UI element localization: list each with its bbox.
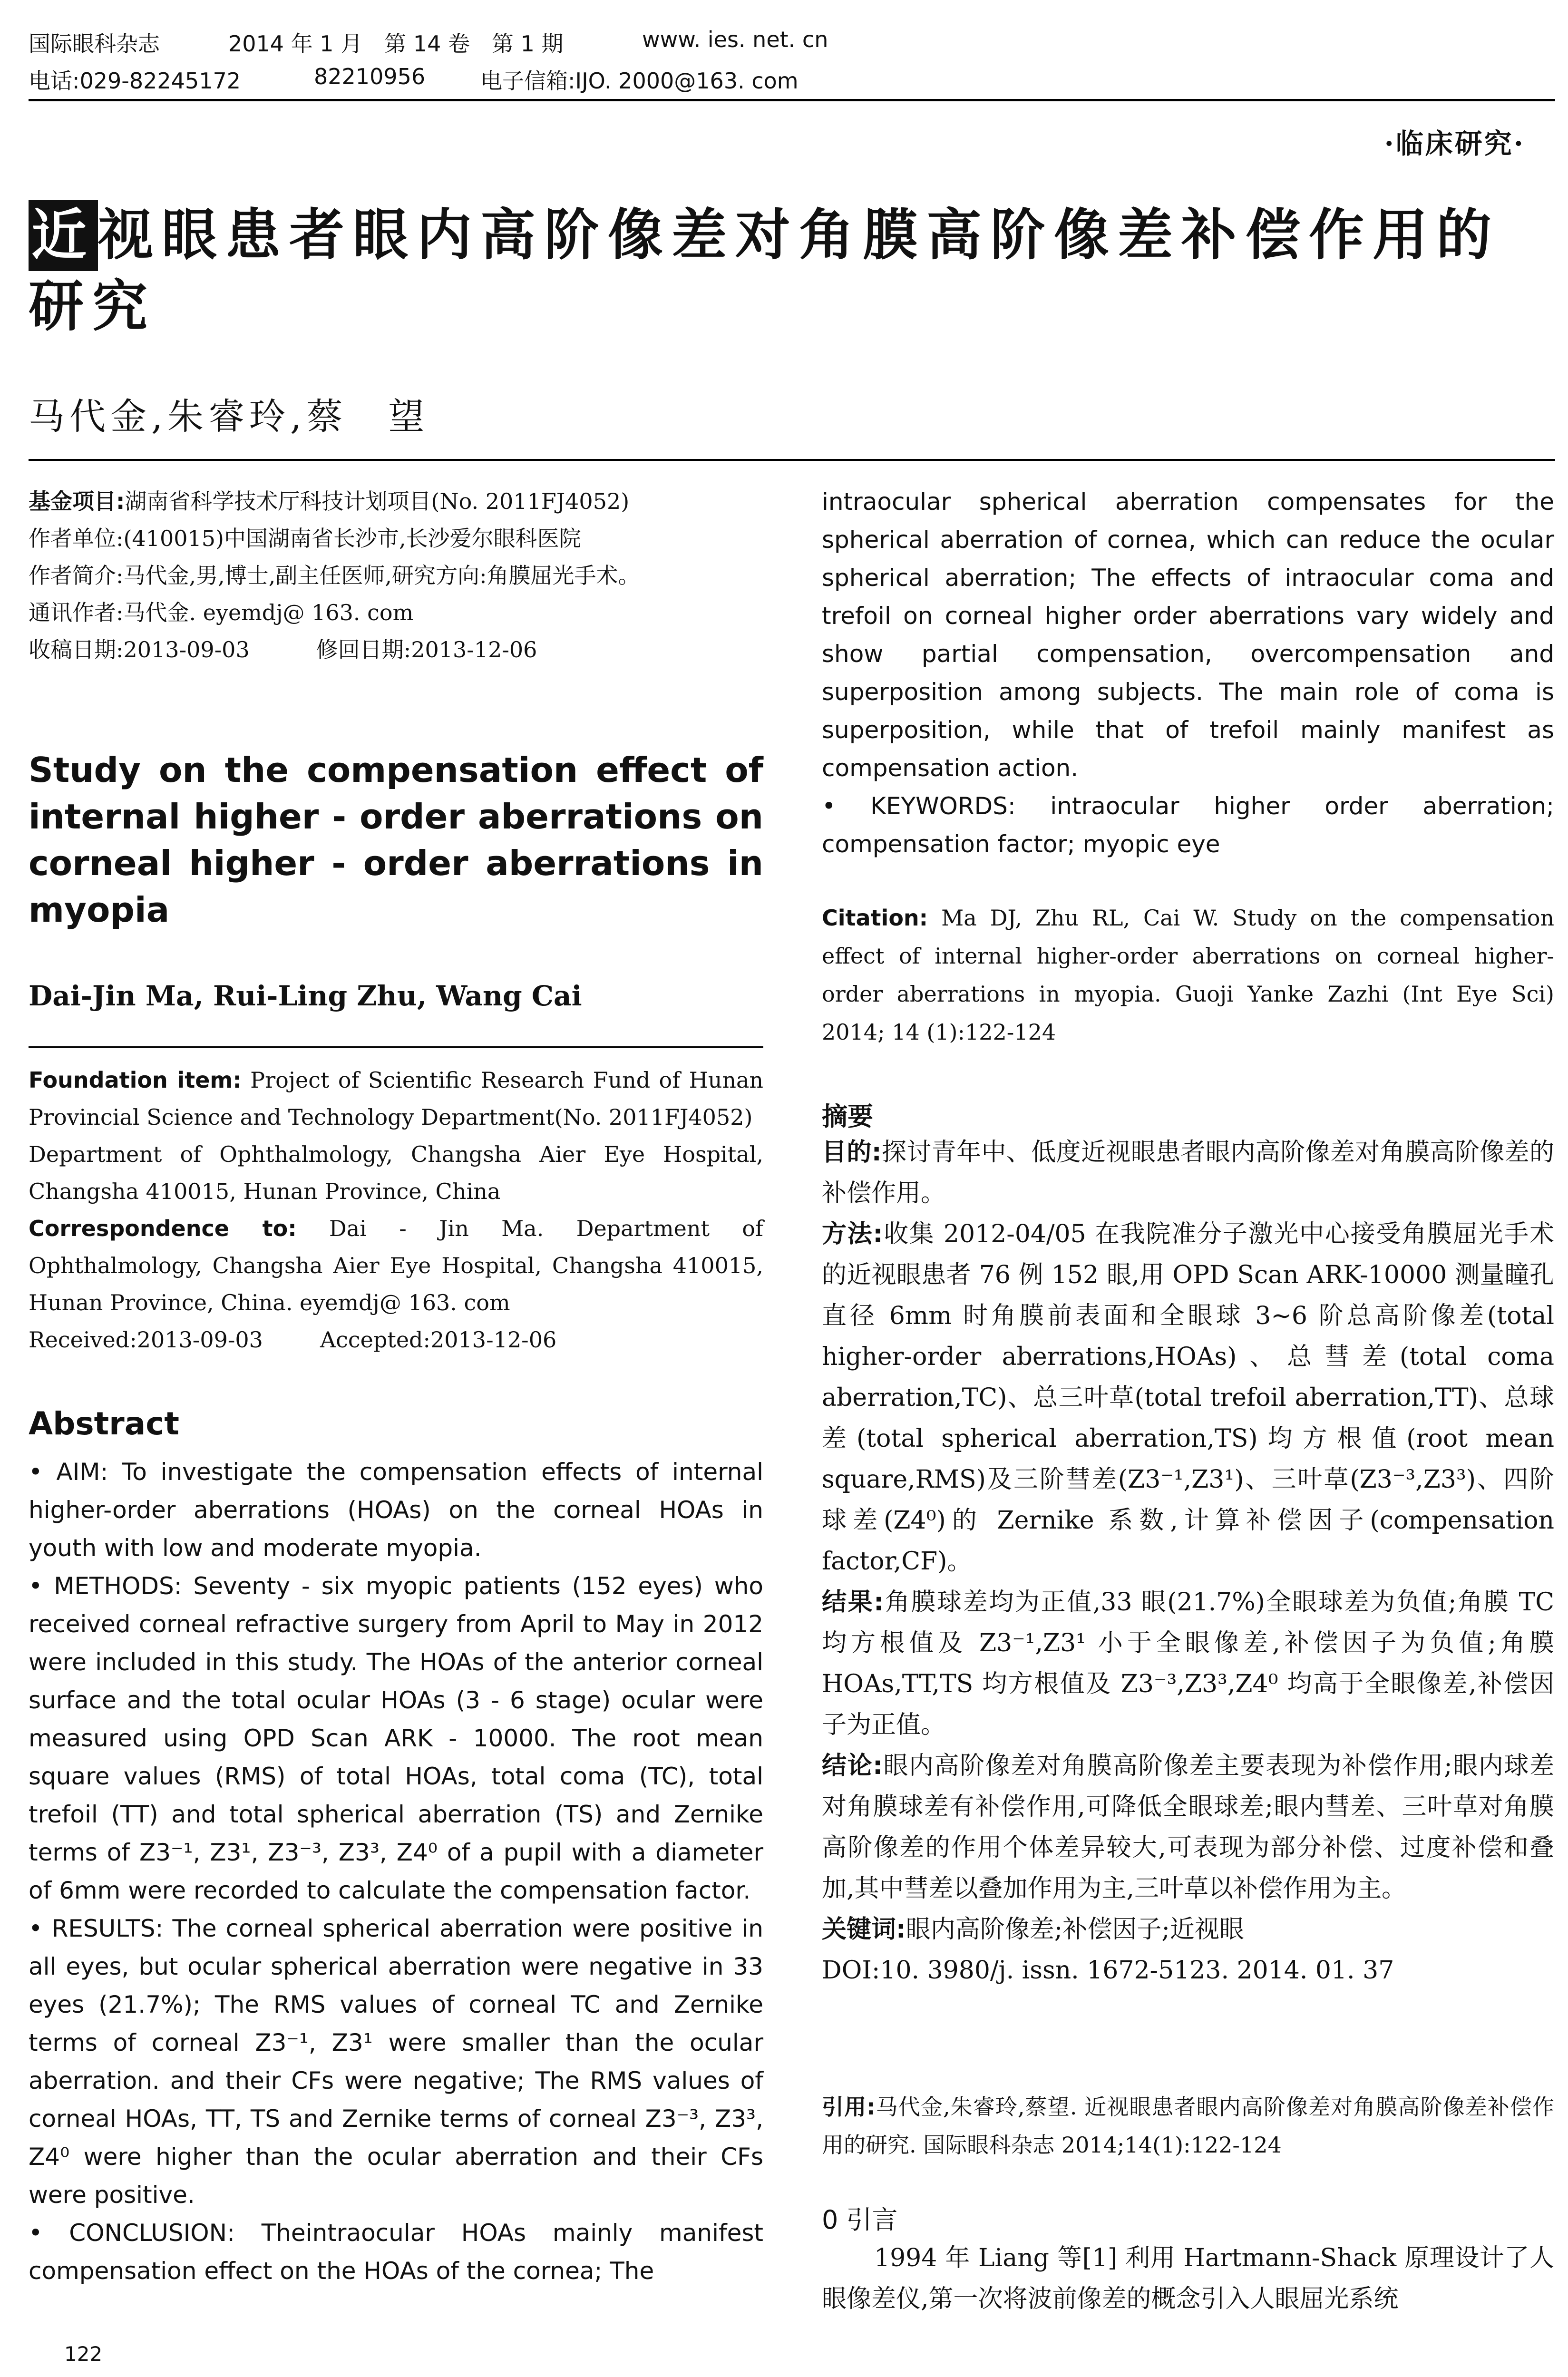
cn-methods-text: 收集 2012-04/05 在我院准分子激光中心接受角膜屈光手术的近视眼患者 76 例 152 眼,用 OPD Scan ARK-10000 测量瞳孔直径 6mm 时角膜前表面和全眼球 3~6 阶总高阶像差(total higher-order aberrations,HOAs)、总彗差(total coma aberration,TC)、总三叶草(total trefoil aberration,TT)、总球差(total spherical aberration,TS)均方根值(root mean square,RMS)及三阶彗差(Z3⁻¹,Z3¹)、三叶草(Z3⁻³,Z3³)、四阶球差(Z4⁰)的 Zernike 系数,计算补偿因子(compensation factor,CF)。 (822, 1220, 1554, 1576)
received-accepted (29, 1321, 763, 1358)
page-number: 122 (64, 2342, 103, 2366)
cn-results (822, 1582, 1554, 1745)
citation-en (822, 899, 1554, 1051)
abstract-aim: • AIM: To investigate the compensation effects of internal higher-order aberrations (HOAs) on the corneal HOAs in youth with low and moderate myopia. (29, 1458, 763, 1562)
citation-label: Citation: (822, 905, 928, 931)
cn-keywords (822, 1909, 1554, 1950)
section-label: ·临床研究· (1384, 127, 1525, 160)
cn-abstract-body (822, 1132, 1554, 1991)
authors-cn: 马代金,朱睿玲,蔡 望 (29, 395, 429, 438)
intro-body (822, 2238, 1554, 2319)
accepted-en: Accepted:2013-12-06 (320, 1327, 557, 1353)
cn-aim-label: 目的: (822, 1138, 882, 1167)
intro-heading: 0 引言 (822, 2205, 898, 2235)
cn-aim (822, 1132, 1554, 1214)
abstract-results: • RESULTS: The corneal spherical aberration were positive in all eyes, but ocular spherical aberration were negative in 33 eyes (21.7%); The RMS values of corneal TC and Zernike terms of corneal Z3⁻¹, Z3¹ were smaller than the ocular aberration. and their CFs were negative; The RMS values of corneal HOAs, TT, TS and Zernike terms of corneal Z3⁻³, Z3³, Z4⁰ were higher than the ocular aberration and their CFs were positive. (29, 1915, 763, 2209)
journal-website: www. ies. net. cn (642, 27, 828, 52)
running-header (29, 27, 1555, 98)
author-bio: 作者简介:马代金,男,博士,副主任医师,研究方向:角膜屈光手术。 (29, 563, 640, 588)
doi: DOI:10. 3980/j. issn. 1672-5123. 2014. 01. 37 (822, 1956, 1394, 1985)
cn-results-label: 结果: (822, 1588, 884, 1617)
received-date: 收稿日期:2013-09-03 (29, 637, 250, 662)
foundation-text: Project of Scientific Research Fund of Hunan Provincial Science and Technology Department(No. 2011FJ4052) (29, 1067, 764, 1130)
journal-phone: 电话:029-82245172 (29, 68, 241, 94)
issue-info: 2014 年 1 月 第 14 卷 第 1 期 (228, 31, 564, 57)
department: Department of Ophthalmology, Changsha Aier Eye Hospital, Changsha 410015, Hunan Province, China (29, 1141, 763, 1204)
corresponding-author: 通讯作者:马代金. eyemdj@ 163. com (29, 600, 414, 625)
fund-label: 基金项目: (29, 488, 125, 514)
dates-line (29, 631, 763, 668)
intro-text: 1994 年 Liang 等[1] 利用 Hartmann-Shack 原理设计了人眼像差仪,第一次将波前像差的概念引入人眼屈光系统 (822, 2244, 1554, 2313)
article-meta (29, 483, 763, 668)
abstract-body (29, 1453, 763, 2290)
journal-name: 国际眼科杂志 (29, 31, 160, 57)
cn-aim-text: 探讨青年中、低度近视眼患者眼内高阶像差对角膜高阶像差的补偿作用。 (822, 1138, 1554, 1208)
title-line-1-text: 视眼患者眼内高阶像差对角膜高阶像差补偿作用的 (98, 203, 1500, 267)
cn-citation-text: 马代金,朱睿玲,蔡望. 近视眼患者眼内高阶像差对角膜高阶像差补偿作用的研究. 国际眼科杂志 2014;14(1):122-124 (822, 2094, 1554, 2158)
cn-conclusion-label: 结论: (822, 1752, 883, 1780)
citation-text: Ma DJ, Zhu RL, Cai W. Study on the compensation effect of internal higher-order aberrations on corneal higher-order aberrations in myopia. Guoji Yanke Zazhi (Int Eye Sci) 2014; 14 (1):122-124 (822, 905, 1555, 1045)
english-authors: Dai-Jin Ma, Rui-Ling Zhu, Wang Cai (29, 980, 582, 1012)
title-rule (29, 459, 1555, 461)
cn-citation-label: 引用: (822, 2094, 876, 2120)
header-rule (29, 99, 1555, 101)
revised-date: 修回日期:2013-12-06 (316, 637, 537, 662)
fund-line (29, 483, 763, 520)
abstract-keywords: • KEYWORDS: intraocular higher order aberration; compensation factor; myopic eye (822, 792, 1554, 858)
correspondence-label: Correspondence to: (29, 1216, 297, 1241)
foundation-info (29, 1062, 763, 1358)
cn-results-text: 角膜球差均为正值,33 眼(21.7%)全眼球差为负值;角膜 TC 均方根值及 Z3⁻¹,Z3¹ 小于全眼像差,补偿因子为负值;角膜 HOAs,TT,TS 均方根值及 Z3⁻³,Z3³,Z4⁰ 均高于全眼像差,补偿因子为正值。 (822, 1588, 1555, 1739)
title-line-2: 研究 (29, 274, 156, 339)
cn-methods (822, 1214, 1554, 1582)
correspondence-text: Dai - Jin Ma. Department of Ophthalmology, Changsha Aier Eye Hospital, Changsha 410015, Hunan Province, China. eyemdj@ 163. com (29, 1216, 763, 1315)
citation-cn (822, 2088, 1554, 2164)
abstract-body-cont (822, 483, 1554, 863)
abstract-heading: Abstract (29, 1405, 179, 1442)
correspondence (29, 1210, 763, 1321)
title-dropcap: 近 (29, 200, 98, 271)
journal-phone-2: 82210956 (314, 64, 426, 89)
cn-keywords-label: 关键词: (822, 1915, 906, 1944)
foundation-label: Foundation item: (29, 1067, 242, 1093)
english-title: Study on the compensation effect of internal higher - order aberrations on corneal higher - order aberrations in myopia (29, 750, 763, 930)
abstract-conclusion-part1: • CONCLUSION: Theintraocular HOAs mainly manifest compensation effect on the HOAs of the cornea; The (29, 2219, 763, 2285)
fund-text: 湖南省科学技术厅科技计划项目(No. 2011FJ4052) (125, 488, 630, 514)
article-title (29, 200, 1560, 342)
abstract-methods: • METHODS: Seventy - six myopic patients (152 eyes) who received corneal refractive surgery from April to May in 2012 were included in this study. The HOAs of the anterior corneal surface and the total ocular HOAs (3 - 6 stage) ocular were measured using OPD Scan ARK - 10000. The root mean square values (RMS) of total HOAs, total coma (TC), total trefoil (TT) and total spherical aberration (TS) and Zernike terms of Z3⁻¹, Z3¹, Z3⁻³, Z3³, Z4⁰ of a pupil with a diameter of 6mm were recorded to calculate the compensation factor. (29, 1572, 763, 1904)
en-authors-rule (29, 1046, 763, 1048)
abstract-conclusion-part2: intraocular spherical aberration compensates for the spherical aberration of cornea, which can reduce the ocular spherical aberration; The effects of intraocular coma and trefoil on corneal higher order aberrations vary widely and show partial compensation, overcompensation and superposition among subjects. The main role of coma is superposition, while that of trefoil mainly manifest as compensation action. (822, 488, 1554, 782)
title-line-1 (29, 200, 1560, 271)
author-unit: 作者单位:(410015)中国湖南省长沙市,长沙爱尔眼科医院 (29, 526, 581, 551)
cn-keywords-text: 眼内高阶像差;补偿因子;近视眼 (906, 1915, 1244, 1944)
journal-email: 电子信箱:IJO. 2000@163. com (480, 68, 799, 94)
cn-abstract-heading: 摘要 (822, 1101, 873, 1131)
cn-conclusion (822, 1745, 1554, 1909)
cn-methods-label: 方法: (822, 1220, 883, 1248)
cn-conclusion-text: 眼内高阶像差对角膜高阶像差主要表现为补偿作用;眼内球差对角膜球差有补偿作用,可降低全眼球差;眼内彗差、三叶草对角膜高阶像差的作用个体差异较大,可表现为部分补偿、过度补偿和叠加,其中彗差以叠加作用为主,三叶草以补偿作用为主。 (822, 1752, 1554, 1903)
foundation-item (29, 1062, 763, 1136)
received-en: Received:2013-09-03 (29, 1327, 263, 1353)
